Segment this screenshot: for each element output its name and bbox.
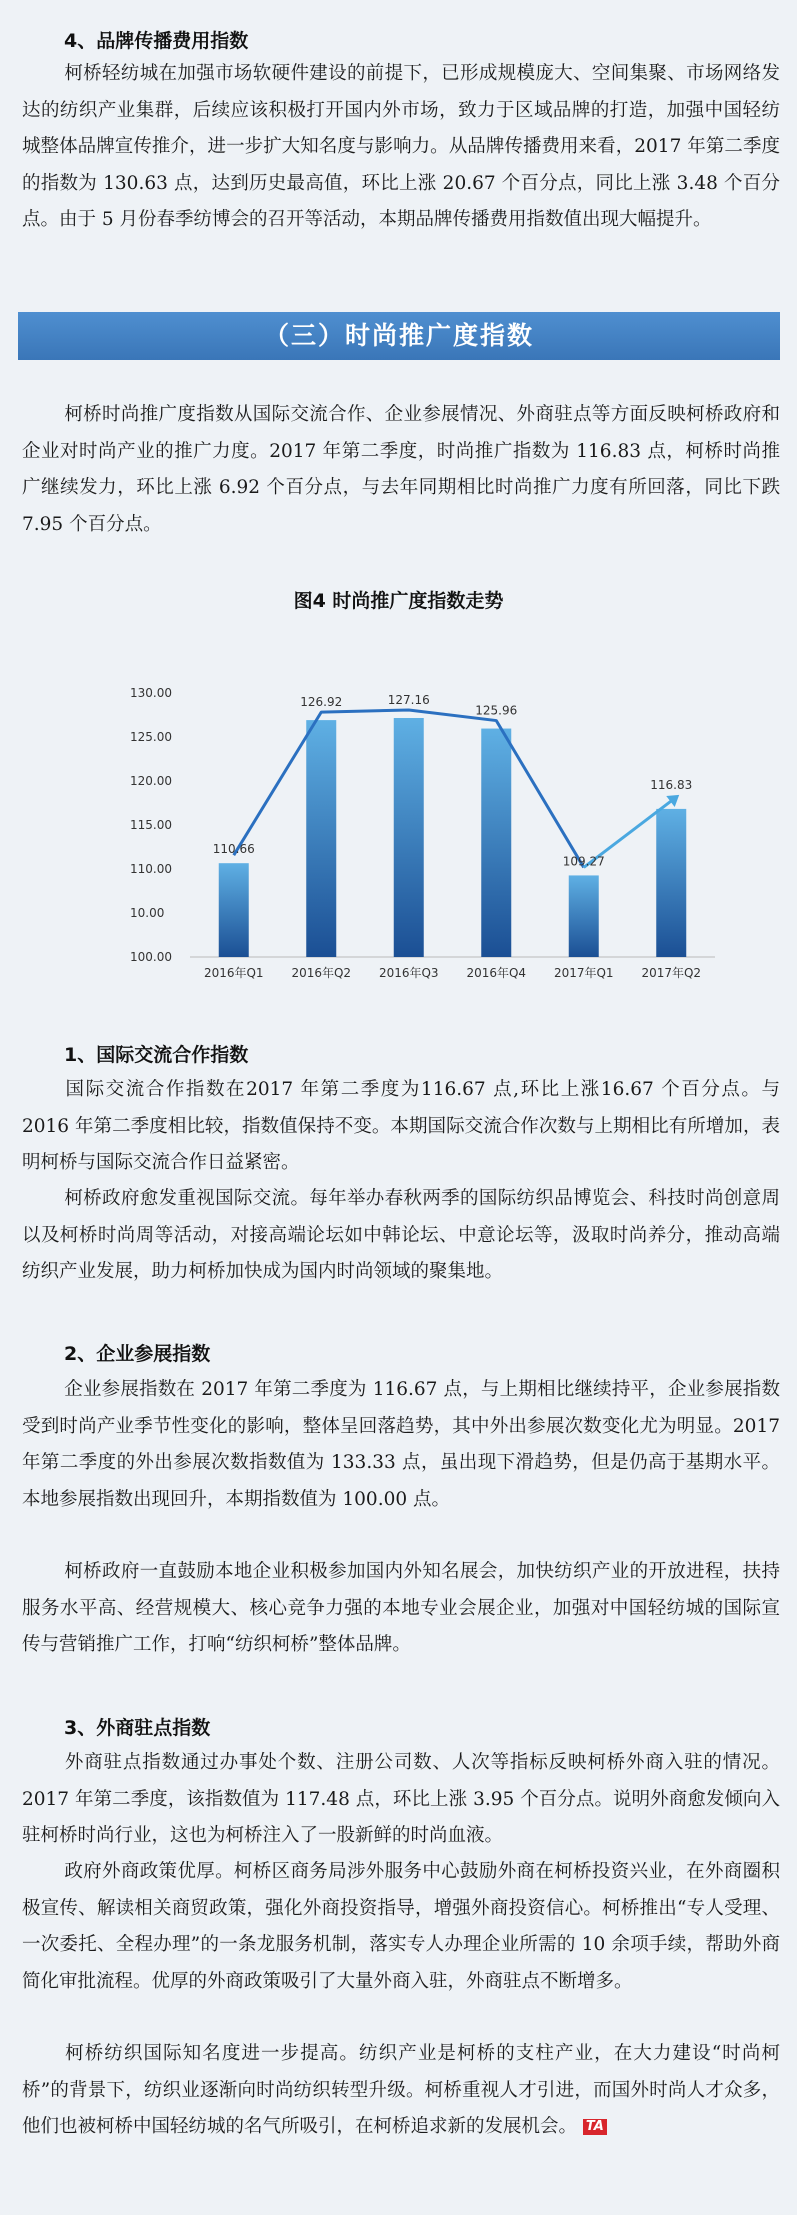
paragraph-foreign-business-1 (22, 1745, 780, 1855)
bar-2016年Q3 (394, 718, 424, 957)
paragraph-text: 外商驻点指数通过办事处个数、注册公司数、人次等指标反映柯桥外商入驻的情况。2017 年第二季度，该指数值为 117.48 点，环比上涨 3.95 个百分点。说明外商愈发倾向入驻柯桥时尚行业，这也为柯桥注入了一股新鲜的时尚血液。 (22, 1752, 780, 1846)
data-label: 109.27 (562, 854, 605, 869)
data-label: 126.92 (300, 695, 343, 710)
section-heading-exhibition: 2、企业参展指数 (64, 1343, 211, 1365)
data-label: 127.16 (387, 692, 430, 707)
paragraph-foreign-business-2 (22, 1854, 780, 2000)
x-tick-label: 2016年Q2 (291, 966, 352, 980)
y-tick-label: 120.00 (130, 774, 172, 788)
bar-2017年Q1 (569, 875, 599, 957)
section-heading-intl-exchange: 1、国际交流合作指数 (64, 1044, 249, 1066)
paragraph-text: 企业参展指数在 2017 年第二季度为 116.67 点，与上期相比继续持平，企业参展指数受到时尚产业季节性变化的影响，整体呈回落趋势，其中外出参展次数变化尤为明显。2017 年第二季度的外出参展次数指数值为 133.33 点，虽出现下滑趋势，但是仍高于基期水平。本地参展指数出现回升，本期指数值为 100.00 点。 (22, 1379, 780, 1510)
y-tick-label: 130.00 (130, 686, 172, 700)
paragraph-foreign-business-3 (22, 2036, 780, 2146)
section-banner: （三）时尚推广度指数 (18, 312, 780, 360)
paragraph-text: 国际交流合作指数在2017 年第二季度为116.67 点,环比上涨16.67 个百分点。与 2016 年第二季度相比较，指数值保持不变。本期国际交流合作次数与上期相比有所增加，表明柯桥与国际交流合作日益紧密。 (22, 1079, 780, 1173)
figure-title: 图4 时尚推广度指数走势 (293, 590, 504, 612)
paragraph-text: 柯桥时尚推广度指数从国际交流合作、企业参展情况、外商驻点等方面反映柯桥政府和企业对时尚产业的推广力度。2017 年第二季度，时尚推广指数为 116.83 点，柯桥时尚推广继续发力，环比上涨 6.92 个百分点，与去年同期相比时尚推广力度有所回落，同比下跌 7.95 个百分点。 (22, 404, 780, 535)
y-tick-label: 100.00 (130, 950, 172, 964)
y-tick-label: 125.00 (130, 730, 172, 744)
section-heading-brand-cost: 4、品牌传播费用指数 (64, 30, 249, 52)
x-tick-label: 2016年Q3 (378, 966, 439, 980)
bar-2016年Q4 (481, 729, 511, 957)
paragraph-text: 柯桥政府愈发重视国际交流。每年举办春秋两季的国际纺织品博览会、科技时尚创意周以及柯桥时尚周等活动，对接高端论坛如中韩论坛、中意论坛等，汲取时尚养分，推动高端纺织产业发展，助力柯桥加快成为国内时尚领域的聚集地。 (22, 1188, 780, 1282)
paragraph-exhibition-2 (22, 1554, 780, 1664)
paragraph-intl-exchange-1 (22, 1072, 780, 1182)
x-tick-label: 2017年Q1 (553, 966, 614, 980)
bar-2016年Q1 (219, 863, 249, 957)
paragraph-exhibition-1 (22, 1372, 780, 1518)
data-label: 116.83 (650, 777, 693, 792)
paragraph-intl-exchange-2 (22, 1181, 780, 1291)
x-tick-label: 2016年Q4 (466, 966, 527, 980)
paragraph-text: 政府外商政策优厚。柯桥区商务局涉外服务中心鼓励外商在柯桥投资兴业，在外商圈积极宣传、解读相关商贸政策，强化外商投资指导，增强外商投资信心。柯桥推出“专人受理、一次委托、全程办理”的一条龙服务机制，落实专人办理企业所需的 10 余项手续，帮助外商简化审批流程。优厚的外商政策吸引了大量外商入驻，外商驻点不断增多。 (22, 1861, 780, 1992)
paragraph-intro (22, 397, 780, 543)
trend-arrow-head (666, 795, 679, 807)
ta-logo: TA (583, 2119, 607, 2135)
y-tick-label: 10.00 (130, 906, 165, 920)
bar-2016年Q2 (306, 720, 336, 957)
bar-2017年Q2 (656, 809, 686, 957)
fashion-promotion-chart (130, 665, 720, 995)
paragraph-text: 柯桥政府一直鼓励本地企业积极参加国内外知名展会，加快纺织产业的开放进程，扶持服务水平高、经营规模大、核心竞争力强的本地专业会展企业，加强对中国轻纺城的国际宣传与营销推广工作，打响“纺织柯桥”整体品牌。 (22, 1561, 780, 1655)
paragraph-text: 柯桥轻纺城在加强市场软硬件建设的前提下，已形成规模庞大、空间集聚、市场网络发达的纺织产业集群，后续应该积极打开国内外市场，致力于区域品牌的打造，加强中国轻纺城整体品牌宣传推介，进一步扩大知名度与影响力。从品牌传播费用来看，2017 年第二季度的指数为 130.63 点，达到历史最高值，环比上涨 20.67 个百分点，同比上涨 3.48 个百分点。由于 5 月份春季纺博会的召开等活动，本期品牌传播费用指数值出现大幅提升。 (22, 63, 780, 230)
y-tick-label: 115.00 (130, 818, 172, 832)
x-tick-label: 2016年Q1 (203, 966, 264, 980)
section-heading-foreign-business: 3、外商驻点指数 (64, 1717, 211, 1739)
data-label: 125.96 (475, 703, 518, 718)
x-tick-label: 2017年Q2 (641, 966, 702, 980)
paragraph-brand-cost (22, 56, 780, 239)
paragraph-text: 柯桥纺织国际知名度进一步提高。纺织产业是柯桥的支柱产业，在大力建设“时尚柯桥”的背景下，纺织业逐渐向时尚纺织转型升级。柯桥重视人才引进，而国外时尚人才众多，他们也被柯桥中国轻纺城的名气所吸引，在柯桥追求新的发展机会。 (22, 2043, 780, 2137)
y-tick-label: 110.00 (130, 862, 172, 876)
data-label: 110.66 (212, 842, 255, 857)
